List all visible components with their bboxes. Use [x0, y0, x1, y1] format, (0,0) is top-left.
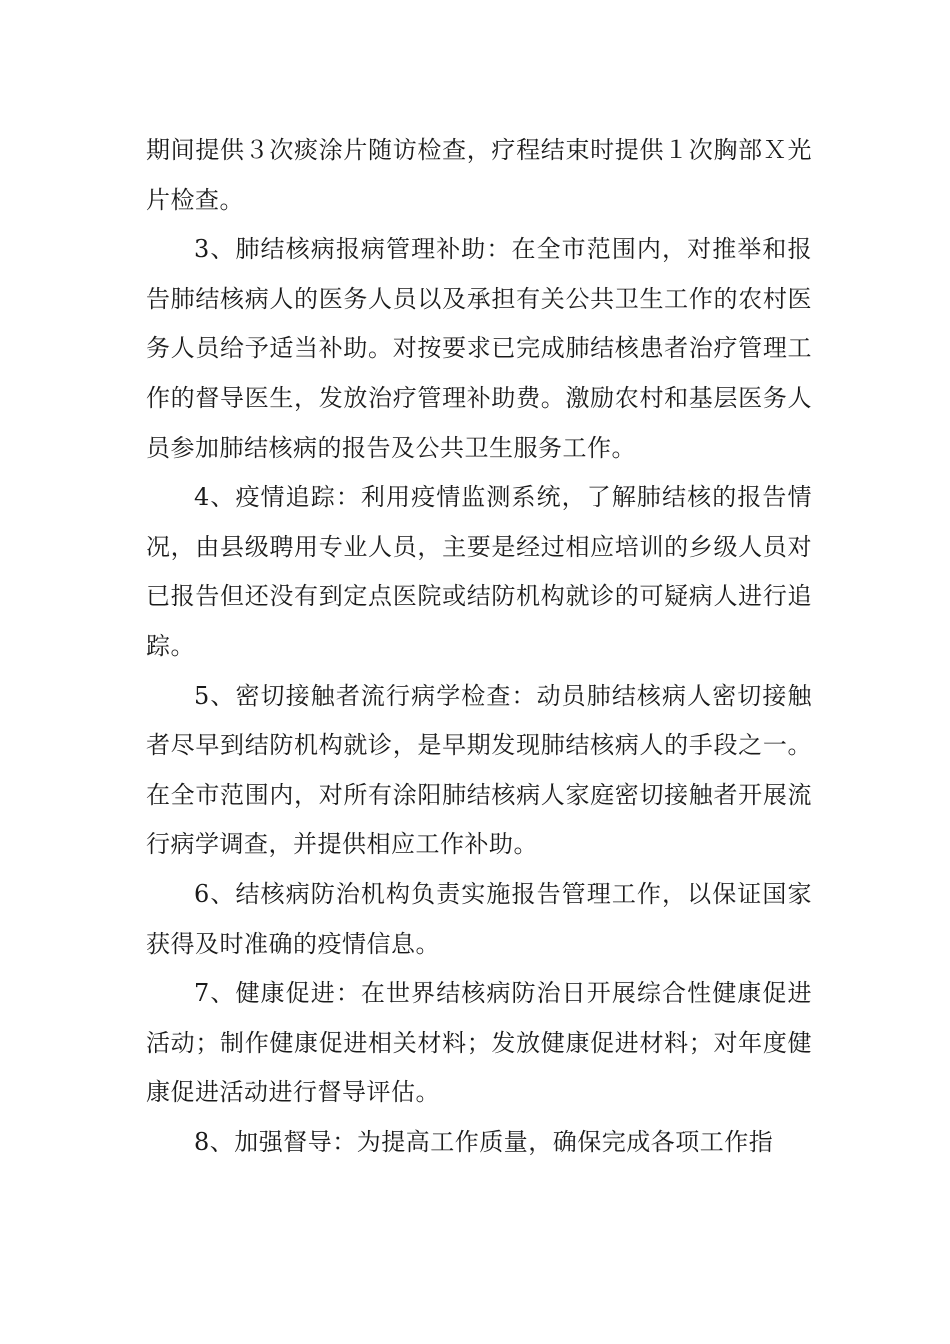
paragraph-item-7: 7、健康促进：在世界结核病防治日开展综合性健康促进活动；制作健康促进相关材料；发放健康促进材料；对年度健康促进活动进行督导评估。: [146, 979, 812, 1107]
paragraph-continuation: 期间提供３次痰涂片随访检查，疗程结束时提供１次胸部Ｘ光片检查。: [146, 136, 812, 214]
paragraph-item-8: 8、加强督导：为提高工作质量，确保完成各项工作指: [194, 1127, 774, 1156]
paragraph-item-3: 3、肺结核病报病管理补助：在全市范围内，对推举和报告肺结核病人的医务人员以及承担有关公共卫生工作的农村医务人员给予适当补助。对按要求已完成肺结核患者治疗管理工作的督导医生，发放治疗管理补助费。激励农村和基层医务人员参加肺结核病的报告及公共卫生服务工作。: [146, 235, 812, 462]
paragraph-item-6: 6、结核病防治机构负责实施报告管理工作，以保证国家获得及时准确的疫情信息。: [146, 879, 812, 958]
paragraph-item-5: 5、密切接触者流行病学检查：动员肺结核病人密切接触者尽早到结防机构就诊，是早期发现肺结核病人的手段之一。在全市范围内，对所有涂阳肺结核病人家庭密切接触者开展流行病学调查，并提供相应工作补助。: [146, 681, 812, 859]
document-body: [146, 126, 812, 1167]
paragraph-item-4: 4、疫情追踪：利用疫情监测系统，了解肺结核的报告情况，由县级聘用专业人员，主要是经过相应培训的乡级人员对已报告但还没有到定点医院或结防机构就诊的可疑病人进行追踪。: [146, 483, 812, 660]
